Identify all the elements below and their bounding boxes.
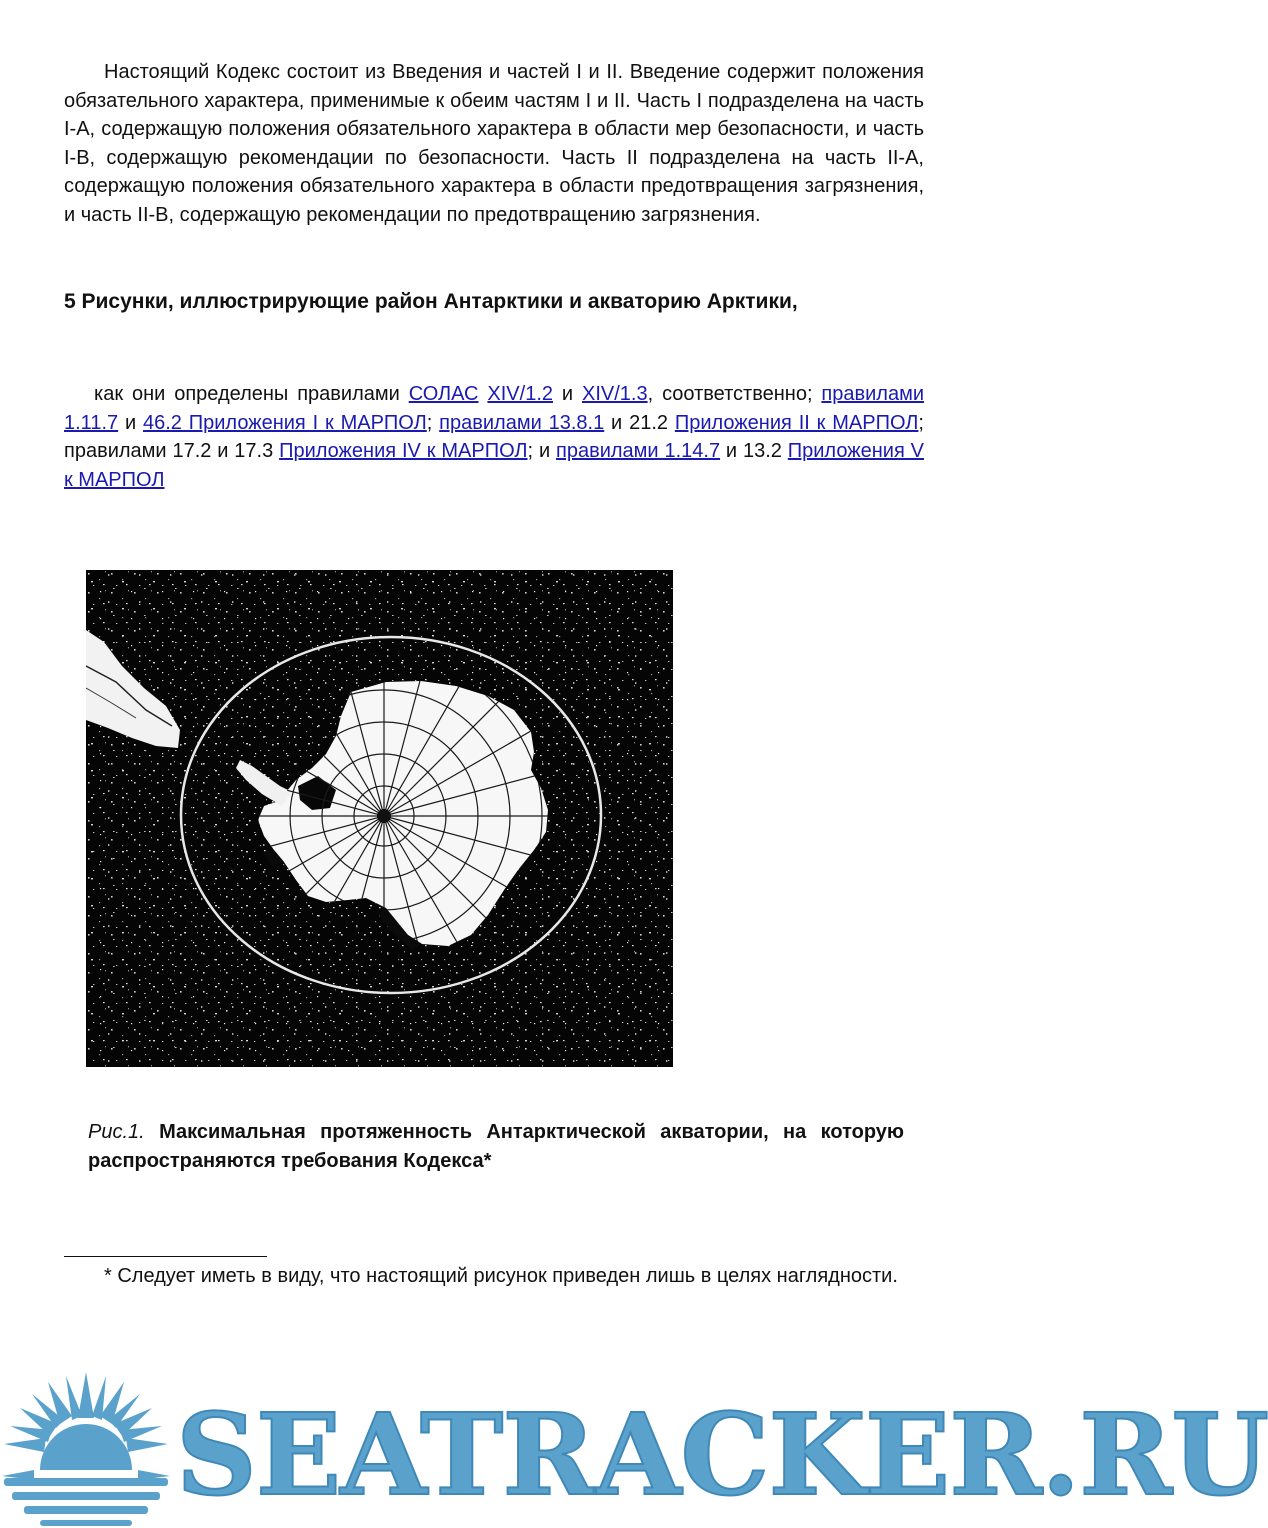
- footnote-divider: [64, 1256, 267, 1257]
- section-heading: 5 Рисунки, иллюстрирующие район Антарктики и акваторию Арктики,: [64, 290, 798, 313]
- caption-label: Рис.1.: [88, 1121, 145, 1143]
- refs-text: ;: [426, 411, 440, 434]
- link-xiv-1-2[interactable]: XIV/1.2: [487, 383, 554, 405]
- refs-text: и: [553, 383, 582, 405]
- figure-caption: [88, 1118, 904, 1176]
- refs-text: ; правилами 17.2 и 17.3: [64, 411, 924, 462]
- refs-text: как они определены правилами: [94, 383, 409, 405]
- link-rule-1-14-7[interactable]: правилами 1.14.7: [556, 440, 721, 462]
- link-marpol-annex-2[interactable]: Приложения II к МАРПОЛ: [674, 411, 919, 434]
- refs-text: и 21.2: [604, 411, 675, 434]
- link-rule-1-11-7[interactable]: правилами 1.11.7: [64, 383, 924, 434]
- link-marpol-annex-1[interactable]: 46.2 Приложения I к МАРПОЛ: [142, 411, 427, 434]
- link-marpol-annex-5[interactable]: Приложения V к МАРПОЛ: [64, 440, 924, 491]
- link-xiv-1-3[interactable]: XIV/1.3: [582, 383, 648, 405]
- logo-text: SEATRACKER.RU: [176, 1390, 1268, 1521]
- link-solas[interactable]: СОЛАС: [408, 383, 479, 405]
- link-marpol-annex-4[interactable]: Приложения IV к МАРПОЛ: [279, 440, 528, 462]
- refs-text: и 13.2: [720, 440, 788, 462]
- antarctic-map-image: [86, 570, 673, 1067]
- footnote: * Следует иметь в виду, что настоящий рисунок приведен лишь в целях наглядности.: [104, 1265, 898, 1287]
- refs-text: ; и: [527, 440, 556, 462]
- refs-text: и: [118, 411, 143, 434]
- references-paragraph: [64, 380, 924, 494]
- link-rule-13-8-1[interactable]: правилами 13.8.1: [439, 411, 605, 434]
- intro-paragraph: Настоящий Кодекс состоит из Введения и частей I и II. Введение содержит положения обязательного характера, применимые к обеим частям I и II. Часть I подразделена на часть I-A, содержащую положения обязательного характера в области мер безопасности, и часть I-B, содержащую рекомендации по безопасности. Часть II подразделена на часть II-A, содержащую положения обязательного характера в области предотвращения загрязнения, и часть II-B, содержащую рекомендации по предотвращению загрязнения.: [64, 61, 924, 226]
- refs-text: , соответственно;: [647, 383, 822, 405]
- antarctic-map-figure: [86, 570, 673, 1067]
- caption-text: Максимальная протяженность Антарктической акватории, на которую распространяются требования Кодекса*: [88, 1121, 904, 1172]
